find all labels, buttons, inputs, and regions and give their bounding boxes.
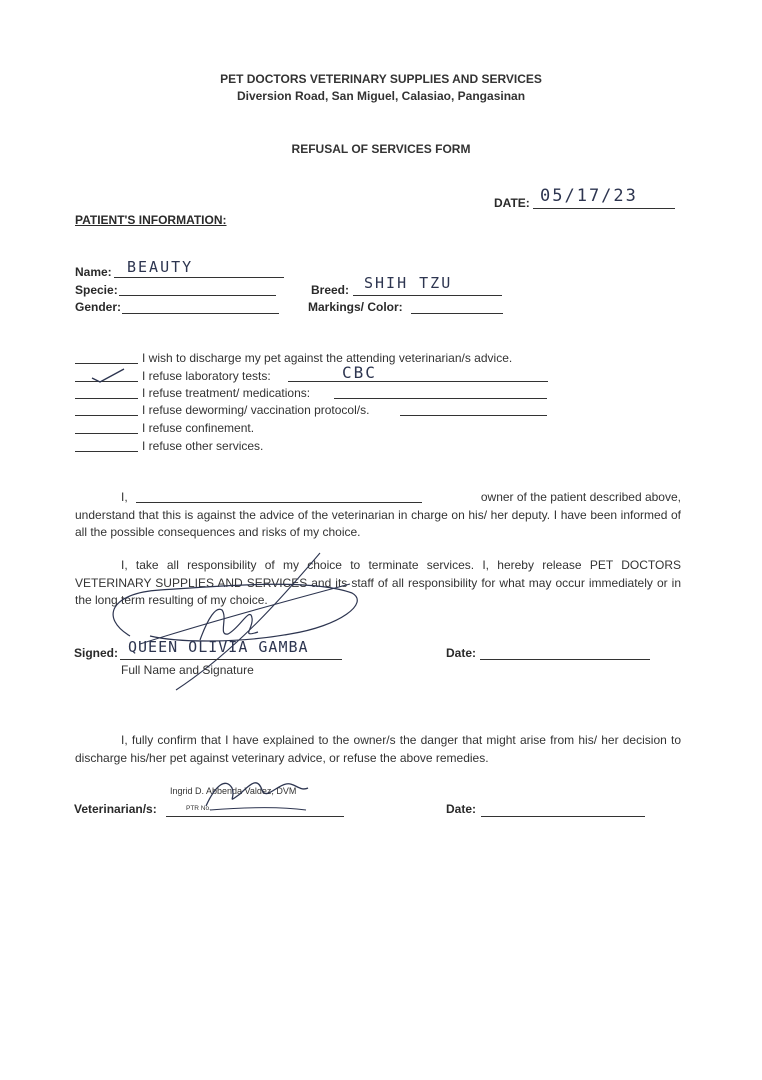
veterinarian-date-line[interactable] (481, 816, 645, 817)
name-line (114, 277, 284, 278)
date-label: DATE: (494, 196, 530, 210)
clinic-address: Diversion Road, San Miguel, Calasiao, Pangasinan (236, 89, 526, 103)
check-mark-icon (88, 366, 128, 384)
clinic-name: PET DOCTORS VETERINARY SUPPLIES AND SERVICES (220, 72, 542, 86)
option-deworming-text: I refuse deworming/ vaccination protocol/s. (142, 403, 370, 417)
name-label: Name: (75, 265, 112, 279)
option-detail-line (334, 398, 547, 399)
markings-label: Markings/ Color: (308, 300, 403, 314)
option-confinement-text: I refuse confinement. (142, 421, 255, 435)
specie-label: Specie: (75, 283, 118, 297)
owner-name-value[interactable]: QUEEN OLIVIA GAMBA (128, 638, 309, 656)
breed-line (353, 295, 502, 296)
option-check-line[interactable] (75, 451, 138, 452)
option-check-line[interactable] (75, 415, 138, 416)
option-detail-line (288, 381, 548, 382)
name-value[interactable]: BEAUTY (127, 258, 194, 276)
option-check-line[interactable] (75, 363, 138, 364)
declaration-i: I, (121, 490, 128, 504)
owner-date-line[interactable] (480, 659, 650, 660)
veterinarian-stamp-name: Ingrid D. Abbenda Valdez, DVM (170, 786, 297, 796)
option-check-line[interactable] (75, 398, 138, 399)
option-discharge-text: I wish to discharge my pet against the attending veterinarian/s advice. (142, 351, 513, 365)
owner-date-label: Date: (446, 646, 477, 660)
breed-label: Breed: (311, 283, 350, 297)
gender-label: Gender: (75, 300, 122, 314)
owner-signature-line (120, 659, 342, 660)
signed-label: Signed: (74, 646, 118, 660)
option-lab-tests-text: I refuse laboratory tests: (142, 369, 271, 383)
patient-section-title: PATIENT'S INFORMATION: (75, 213, 227, 227)
veterinarian-stamp-ptr: PTR No. (186, 805, 211, 812)
gender-line (122, 313, 279, 314)
veterinarian-date-label: Date: (446, 802, 477, 816)
confirmation-paragraph: I, fully confirm that I have explained to the owner/s the danger that might arise from his/ her decision to discharge his/her pet against veterinary advice, or refuse the above remedies. (75, 733, 681, 765)
lab-tests-detail[interactable]: CBC (342, 363, 377, 382)
veterinarian-label: Veterinarian/s: (74, 802, 157, 816)
declaration-continuation: understand that this is against the advice of the veterinarian in charge on his/ her deputy. I have been informed of all the possible consequences and risks of my choice. (75, 507, 681, 539)
owner-name-line[interactable] (136, 502, 422, 503)
date-line (533, 208, 675, 209)
option-other-text: I refuse other services. (142, 439, 264, 453)
owner-signature-caption: Full Name and Signature (121, 663, 254, 677)
date-value[interactable]: 05/17/23 (540, 186, 638, 206)
option-treatment-text: I refuse treatment/ medications: (142, 386, 311, 400)
markings-line (411, 313, 503, 314)
option-detail-line (400, 415, 547, 416)
specie-line (119, 295, 276, 296)
breed-value[interactable]: SHIH TZU (364, 274, 453, 292)
declaration-owner-text: owner of the patient described above, (480, 490, 681, 504)
form-title: REFUSAL OF SERVICES FORM (291, 142, 471, 156)
veterinarian-signature-scribble (196, 770, 316, 818)
option-check-line[interactable] (75, 433, 138, 434)
declaration-paragraph-1 (75, 489, 681, 542)
declaration-paragraph-2: I, take all responsibility of my choice to terminate services. I, hereby release PET DOCTORS VETERINARY SUPPLIES AND SERVICES and its staff of all responsibility for what may occur immediately or in the long term resulting of my choice. (75, 558, 681, 607)
